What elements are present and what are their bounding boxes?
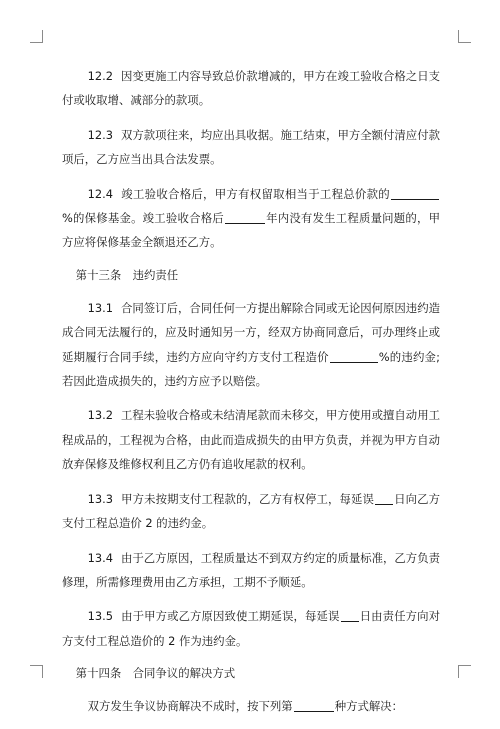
- clause-number: 13.3: [87, 491, 114, 506]
- clause-12-2: [62, 64, 440, 113]
- clause-13-4: [62, 546, 440, 595]
- clause-13-2: [62, 403, 440, 476]
- fill-blank-days[interactable]: [341, 607, 359, 622]
- fill-blank-years[interactable]: [225, 209, 265, 224]
- crop-mark-top-right: [458, 30, 471, 43]
- fill-blank-percent[interactable]: [391, 185, 439, 200]
- clause-13-1: [62, 296, 440, 394]
- clause-text: 种方式解决：: [334, 699, 404, 714]
- clause-text: 工程未验收合格或未结清尾款而未移交，甲方使用或擅自动用工程成品的，工程视为合格，由此而造成损失的由甲方负责，并视为甲方自动放弃保修及维修权利且乙方仍有追收尾款的权利。: [62, 408, 440, 472]
- fill-blank-days[interactable]: [375, 490, 393, 505]
- clause-13-5: [62, 604, 440, 653]
- clause-text: 日由责任方向对方支付工程总造价的 2 作为违约金。: [62, 609, 440, 648]
- clause-text: %的保修基金。竣工验收合格后: [62, 211, 224, 226]
- document-body: [62, 64, 440, 729]
- clause-number: 12.2: [87, 69, 114, 83]
- clause-text: 因变更施工内容导致总价款增减的，甲方在竣工验收合格之日支付或收取增、减部分的款项。: [62, 69, 440, 108]
- clause-text: 甲方未按期支付工程款的，乙方有权停工，每延误: [120, 491, 374, 506]
- clause-number: 13.1: [87, 300, 114, 315]
- clause-text: %的违约金;若因此造成损失的，违约方应予以赔偿。: [62, 349, 440, 389]
- clause-text: 年内没有发生工程质量问题的，甲方应将保修基金全额退还乙方。: [62, 211, 440, 250]
- clause-number: 12.4: [87, 186, 114, 201]
- clause-number: 12.3: [87, 127, 114, 142]
- clause-13-3: [62, 487, 440, 536]
- dispute-resolution-paragraph: [62, 694, 440, 718]
- clause-12-4: [62, 182, 440, 255]
- clause-12-3: [62, 123, 440, 172]
- clause-number: 13.5: [87, 609, 114, 624]
- crop-mark-top-left: [30, 30, 43, 43]
- clause-text: 双方发生争议协商解决不成时，按下列第: [87, 699, 293, 714]
- crop-mark-bottom-left: [30, 665, 43, 678]
- article-14-heading: 第十四条 合同争议的解决方式: [75, 666, 236, 681]
- fill-blank-percent[interactable]: [330, 348, 378, 363]
- clause-text: 日向乙方支付工程总造价 2 的违约金。: [62, 491, 440, 531]
- clause-text: 竣工验收合格后，甲方有权留取相当于工程总价款的: [120, 186, 390, 201]
- clause-number: 13.2: [87, 408, 114, 423]
- article-13-heading: 第十三条 违约责任: [75, 267, 179, 282]
- crop-mark-bottom-right: [458, 665, 471, 678]
- clause-number: 13.4: [87, 550, 114, 565]
- fill-blank-option[interactable]: [294, 697, 334, 712]
- clause-text: 合同签订后，合同任何一方提出解除合同或无论因何原因违约造成合同无法履行的，应及时通知另一方，经双方协商同意后，可办理终止或延期履行合同手续，违约方应向守约方支付工程造价: [62, 300, 440, 364]
- clause-text: 双方款项往来，均应出具收据。施工结束，甲方全额付清应付款项后，乙方应当出具合法发票。: [62, 127, 440, 167]
- clause-text: 由于甲方或乙方原因致使工期延误，每延误: [120, 609, 340, 624]
- clause-text: 由于乙方原因，工程质量达不到双方约定的质量标准，乙方负责修理，所需修理费用由乙方承担，工期不予顺延。: [62, 550, 440, 589]
